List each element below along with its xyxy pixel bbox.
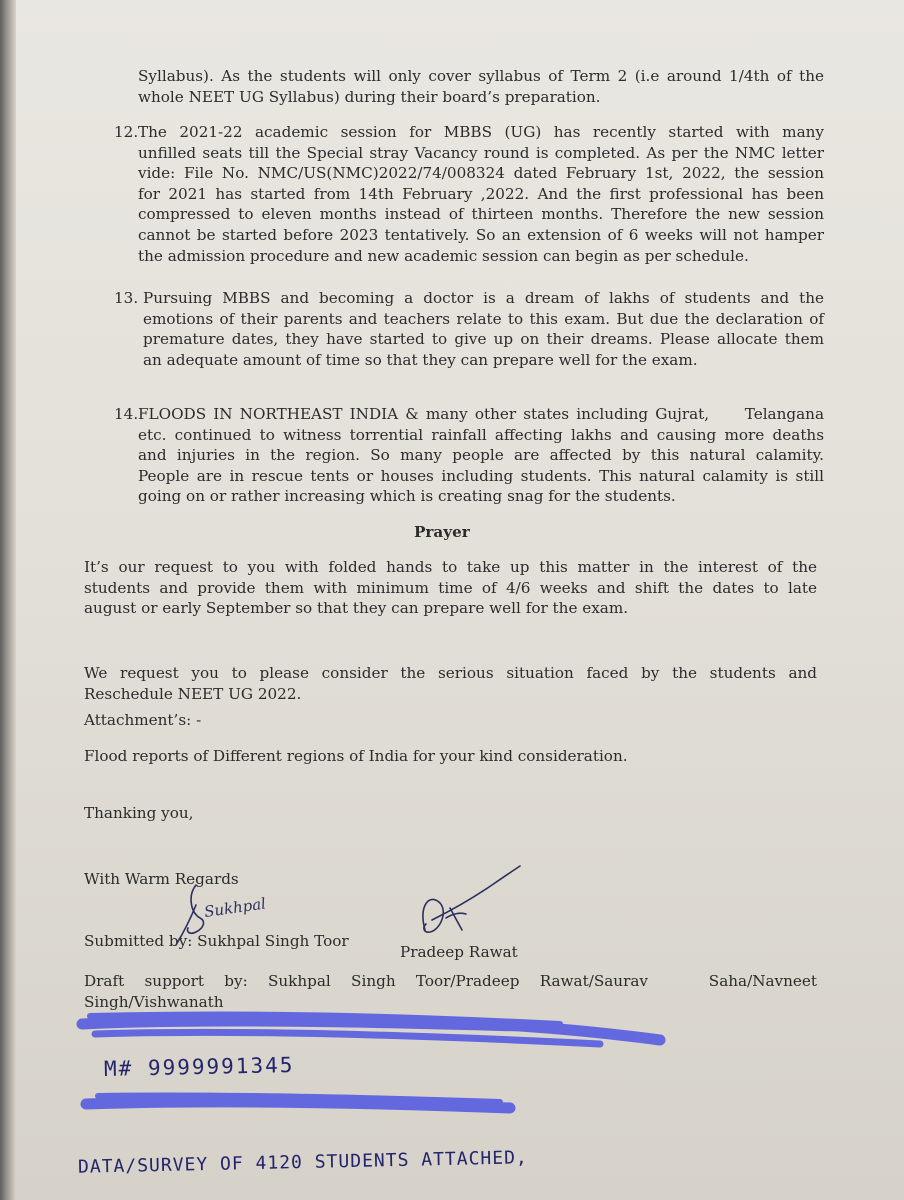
signature-sukhpal [176, 885, 267, 945]
text-line: Reschedule NEET UG 2022. [84, 684, 302, 703]
attachment-text: Flood reports of Different regions of India for your kind consideration. [84, 747, 628, 765]
text-line: premature dates, they have started to give up on their dreams. Please allocate them [143, 330, 824, 349]
text-line: emotions of their parents and teachers relate to this exam. But due the declaration of [143, 309, 824, 328]
text-line: for 2021 has started from 14th February ,2022. And the first professional has been [138, 184, 824, 203]
text-line: the admission procedure and new academic session can begin as per schedule. [138, 246, 749, 265]
regards-text: With Warm Regards [84, 870, 239, 888]
text-line: People are in rescue tents or houses including students. This natural calamity is still [138, 466, 824, 485]
text-line: Draft support by: Sukhpal Singh Toor/Pradeep Rawat/Saurav Saha/Navneet [84, 972, 817, 990]
item-number: 12. [114, 123, 139, 141]
text-line: The 2021-22 academic session for MBBS (UG) has recently started with many [138, 123, 824, 141]
text-line: an adequate amount of time so that they can prepare well for the exam. [143, 350, 698, 369]
item-number: 13. [114, 289, 139, 307]
signature-text: Sukhpal [203, 894, 267, 921]
text-line: students and provide them with minimum time of 4/6 weeks and shift the dates to late [84, 578, 817, 597]
text-line: going on or rather increasing which is creating snag for the students. [138, 487, 676, 506]
text-line: Singh/Vishwanath [84, 992, 224, 1011]
text-line: and injuries in the region. So many people are affected by this natural calamity. [138, 446, 824, 465]
attachment-label: Attachment’s: - [84, 711, 202, 729]
handwritten-mobile: M# 9999991345 [103, 1053, 295, 1081]
signature-pradeep [423, 866, 520, 932]
redaction-strokes [82, 1014, 660, 1108]
text-line: FLOODS IN NORTHEAST INDIA & many other states including Gujrat, Telangana [138, 405, 824, 423]
text-line: Syllabus). As the students will only cover syllabus of Term 2 (i.e around 1/4th of the [138, 67, 824, 85]
second-signatory: Pradeep Rawat [400, 943, 518, 961]
text-line: august or early September so that they can prepare well for the exam. [84, 599, 629, 618]
text-line: unfilled seats till the Special stray Vacancy round is completed. As per the NMC letter [138, 143, 824, 162]
prayer-heading: Prayer [414, 523, 470, 541]
item-number: 14. [114, 405, 139, 423]
thanks-text: Thanking you, [84, 804, 194, 822]
text-line: It’s our request to you with folded hands to take up this matter in the interest of the [84, 558, 817, 576]
text-line: compressed to eleven months instead of thirteen months. Therefore the new session [138, 205, 824, 224]
text-line: Pursuing MBBS and becoming a doctor is a dream of lakhs of students and the [143, 289, 824, 307]
text-line: We request you to please consider the serious situation faced by the students and [84, 664, 817, 682]
handwritten-data-note: DATA/SURVEY OF 4120 STUDENTS ATTACHED, [77, 1147, 528, 1178]
text-line: etc. continued to witness torrential rainfall affecting lakhs and causing more deaths [138, 425, 824, 444]
text-line: whole NEET UG Syllabus) during their board’s preparation. [138, 87, 601, 106]
submitted-by: Submitted by: Sukhpal Singh Toor [84, 932, 349, 950]
text-line: vide: File No. NMC/US(NMC)2022/74/008324 dated February 1st, 2022, the session [138, 164, 824, 183]
text-line: cannot be started before 2023 tentatively. So an extension of 6 weeks will not hamper [138, 225, 824, 244]
